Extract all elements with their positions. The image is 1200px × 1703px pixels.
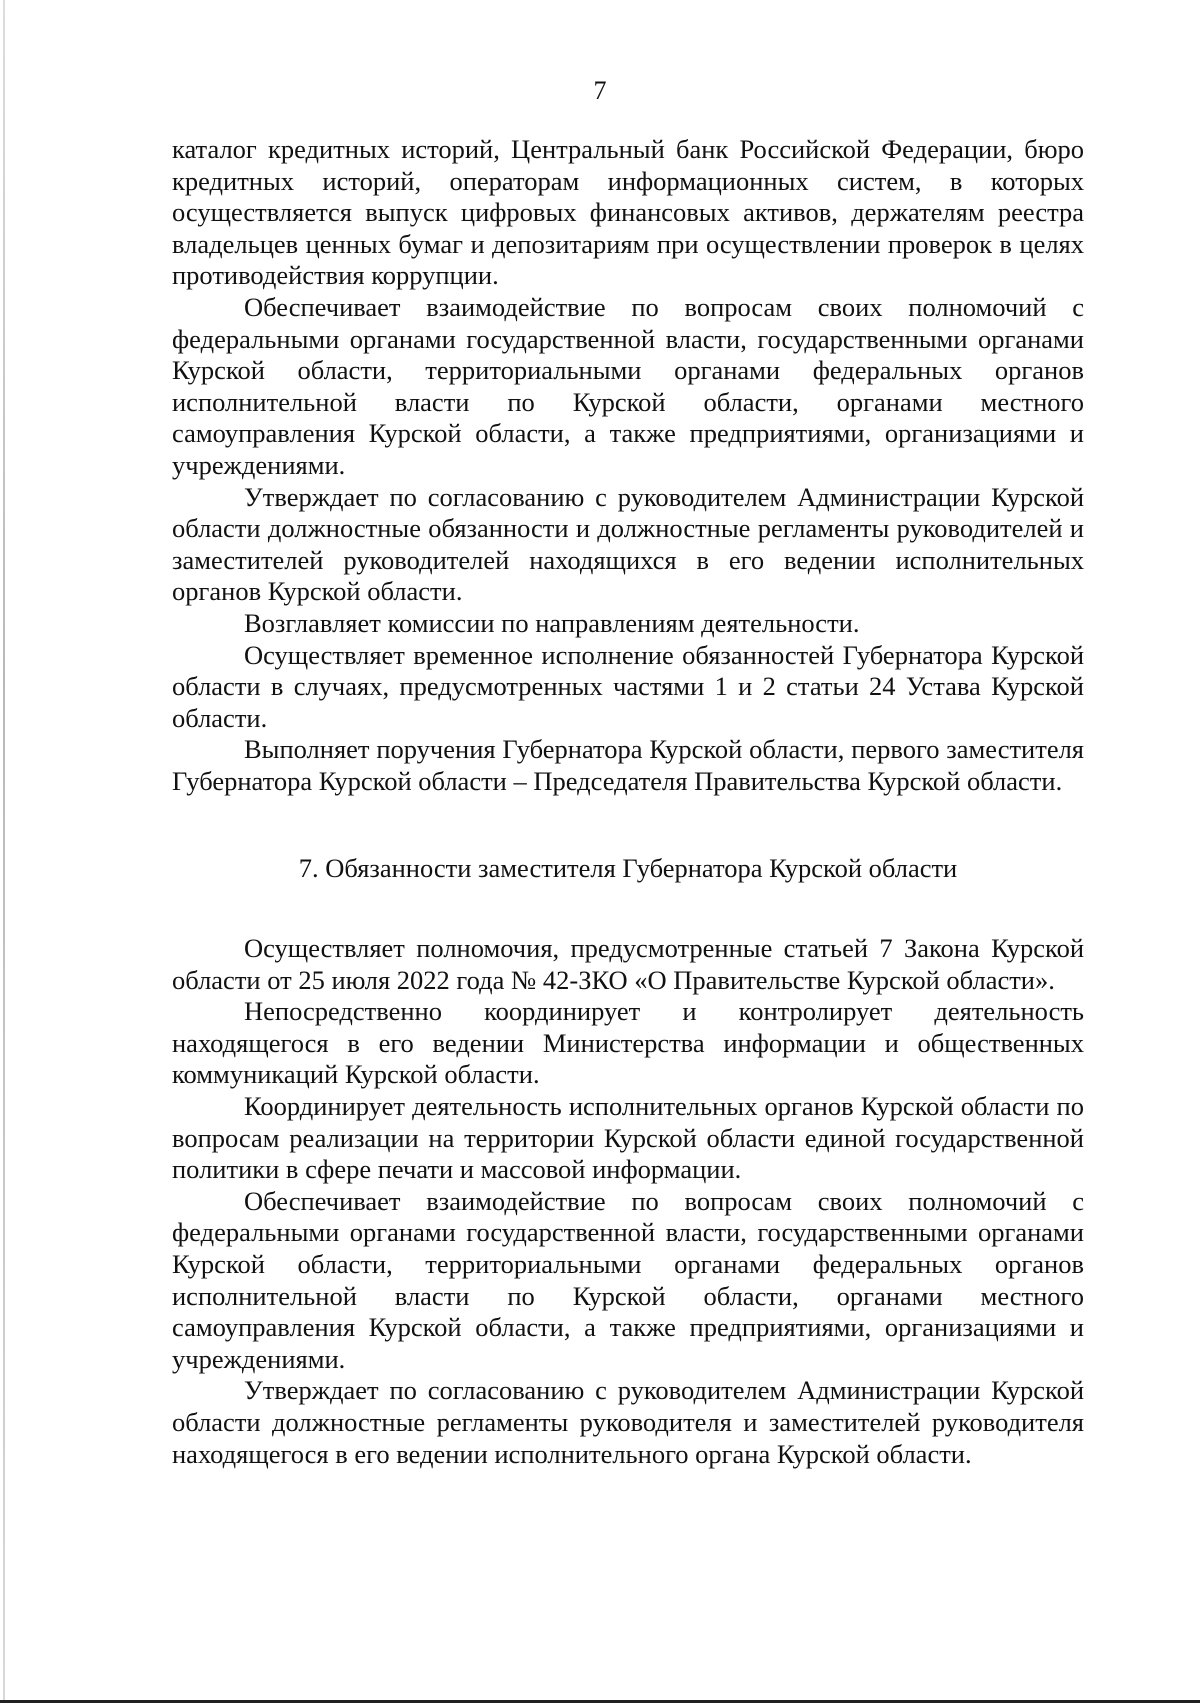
paragraph: Выполняет поручения Губернатора Курской области, первого заместителя Губернатора Курской области – Председателя Правительства Курской области. xyxy=(172,734,1084,796)
section-heading: 7. Обязанности заместителя Губернатора Курской области xyxy=(298,853,958,884)
paragraph: Обеспечивает взаимодействие по вопросам своих полномочий с федеральными органами государственной власти, государственными органами Курской области, территориальными органами федеральных органов исполнительной власти по Курской области, органами местного самоуправления Курской области, а также предприятиями, организациями и учреждениями. xyxy=(172,291,1084,480)
page-number: 7 xyxy=(593,76,607,105)
paragraph-continuation: каталог кредитных историй, Центральный банк Российской Федерации, бюро кредитных историй, операторам информационных систем, в которых осуществляется выпуск цифровых финансовых активов, держателям реестра владельцев ценных бумаг и депозитариям при осуществлении проверок в целях противодействия коррупции. xyxy=(172,134,1084,291)
paragraph: Осуществляет временное исполнение обязанностей Губернатора Курской области в случаях, предусмотренных частями 1 и 2 статьи 24 Устава Курской области. xyxy=(172,639,1084,733)
document-body xyxy=(172,134,1084,1470)
paragraph: Непосредственно координирует и контролирует деятельность находящегося в его ведении Министерства информации и общественных коммуникаций Курской области. xyxy=(172,996,1084,1090)
paragraph: Утверждает по согласованию с руководителем Администрации Курской области должностные регламенты руководителя и заместителей руководителя находящегося в его ведении исполнительного органа Курской области. xyxy=(172,1375,1084,1469)
scan-edge-left xyxy=(3,0,5,1703)
paragraph: Утверждает по согласованию с руководителем Администрации Курской области должностные обязанности и должностные регламенты руководителей и заместителей руководителей находящихся в его ведении исполнительных органов Курской области. xyxy=(172,481,1084,607)
paragraph: Возглавляет комиссии по направлениям деятельности. xyxy=(244,607,860,638)
paragraph: Обеспечивает взаимодействие по вопросам своих полномочий с федеральными органами государственной власти, государственными органами Курской области, территориальными органами федеральных органов исполнительной власти по Курской области, органами местного самоуправления Курской области, а также предприятиями, организациями и учреждениями. xyxy=(172,1185,1084,1374)
paragraph: Осуществляет полномочия, предусмотренные статьей 7 Закона Курской области от 25 июля 2022 года № 42-ЗКО «О Правительстве Курской области». xyxy=(172,933,1084,995)
paragraph: Координирует деятельность исполнительных органов Курской области по вопросам реализации на территории Курской области единой государственной политики в сфере печати и массовой информации. xyxy=(172,1091,1084,1185)
